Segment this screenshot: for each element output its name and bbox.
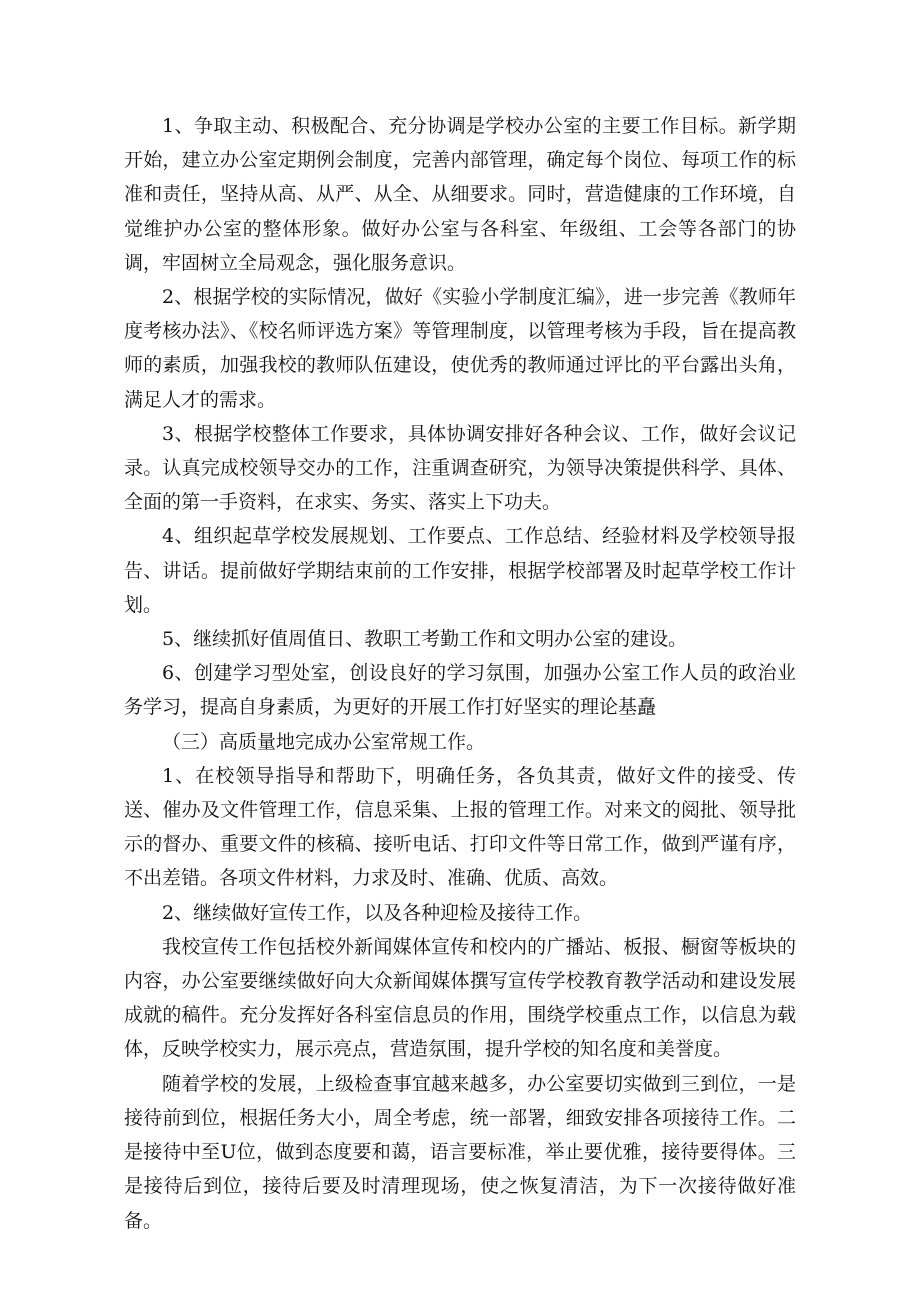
paragraph-6: 6、创建学习型处室，创设良好的学习氛围，加强办公室工作人员的政治业务学习，提高自身素质，为更好的开展工作打好坚实的理论基矗 bbox=[124, 662, 796, 719]
paragraph-9: 我校宣传工作包括校外新闻媒体宣传和校内的广播站、板报、橱窗等板块的内容，办公室要继续做好向大众新闻媒体撰写宣传学校教育教学活动和建设发展成就的稿件。充分发挥好各科室信息员的作用，围绕学校重点工作，以信息为载体，反映学校实力，展示亮点，营造氛围，提升学校的知名度和美誉度。 bbox=[124, 935, 796, 1061]
document-body bbox=[124, 109, 796, 1238]
paragraph-2: 2、根据学校的实际情况，做好《实验小学制度汇编》，进一步完善《教师年度考核办法》、《校名师评选方案》等管理制度，以管理考核为手段，旨在提高教师的素质，加强我校的教师队伍建设，使优秀的教师通过评比的平台露出头角，满足人才的需求。 bbox=[124, 286, 796, 411]
paragraph-7: 1、在校领导指导和帮助下，明确任务，各负其责，做好文件的接受、传送、催办及文件管理工作，信息采集、上报的管理工作。对来文的阅批、领导批示的督办、重要文件的核稿、接听电话、打印文件等日常工作，做到严谨有序，不出差错。各项文件材料，力求及时、准确、优质、高效。 bbox=[124, 764, 796, 890]
paragraph-5: 5、继续抓好值周值日、教职工考勤工作和文明办公室的建设。 bbox=[162, 628, 688, 651]
paragraph-3: 3、根据学校整体工作要求，具体协调安排好各种会议、工作，做好会议记录。认真完成校领导交办的工作，注重调查研究，为领导决策提供科学、具体、全面的第一手资料，在求实、务实、落实上下功夫。 bbox=[124, 422, 796, 514]
paragraph-8: 2、继续做好宣传工作，以及各种迎检及接待工作。 bbox=[162, 901, 593, 924]
paragraph-10: 随着学校的发展，上级检查事宜越来越多，办公室要切实做到三到位，一是接待前到位，根据任务大小，周全考虑，统一部署，细致安排各项接待工作。二是接待中至U位，做到态度要和蔼，语言要标准，举止要优雅，接待要得体。三是接待后到位，接待后要及时清理现场，使之恢复清洁，为下一次接待做好准备。 bbox=[124, 1072, 796, 1232]
paragraph-1: 1、争取主动、积极配合、充分协调是学校办公室的主要工作目标。新学期开始，建立办公室定期例会制度，完善内部管理，确定每个岗位、每项工作的标准和责任，坚持从高、从严、从全、从细要求。同时，营造健康的工作环境，自觉维护办公室的整体形象。做好办公室与各科室、年级组、工会等各部门的协调，牢固树立全局观念，强化服务意识。 bbox=[124, 115, 796, 274]
paragraph-4: 4、组织起草学校发展规划、工作要点、工作总结、经验材料及学校领导报告、讲话。提前做好学期结束前的工作安排，根据学校部署及时起草学校工作计划。 bbox=[124, 525, 796, 616]
section-heading: （三）高质量地完成办公室常规工作。 bbox=[162, 730, 486, 753]
